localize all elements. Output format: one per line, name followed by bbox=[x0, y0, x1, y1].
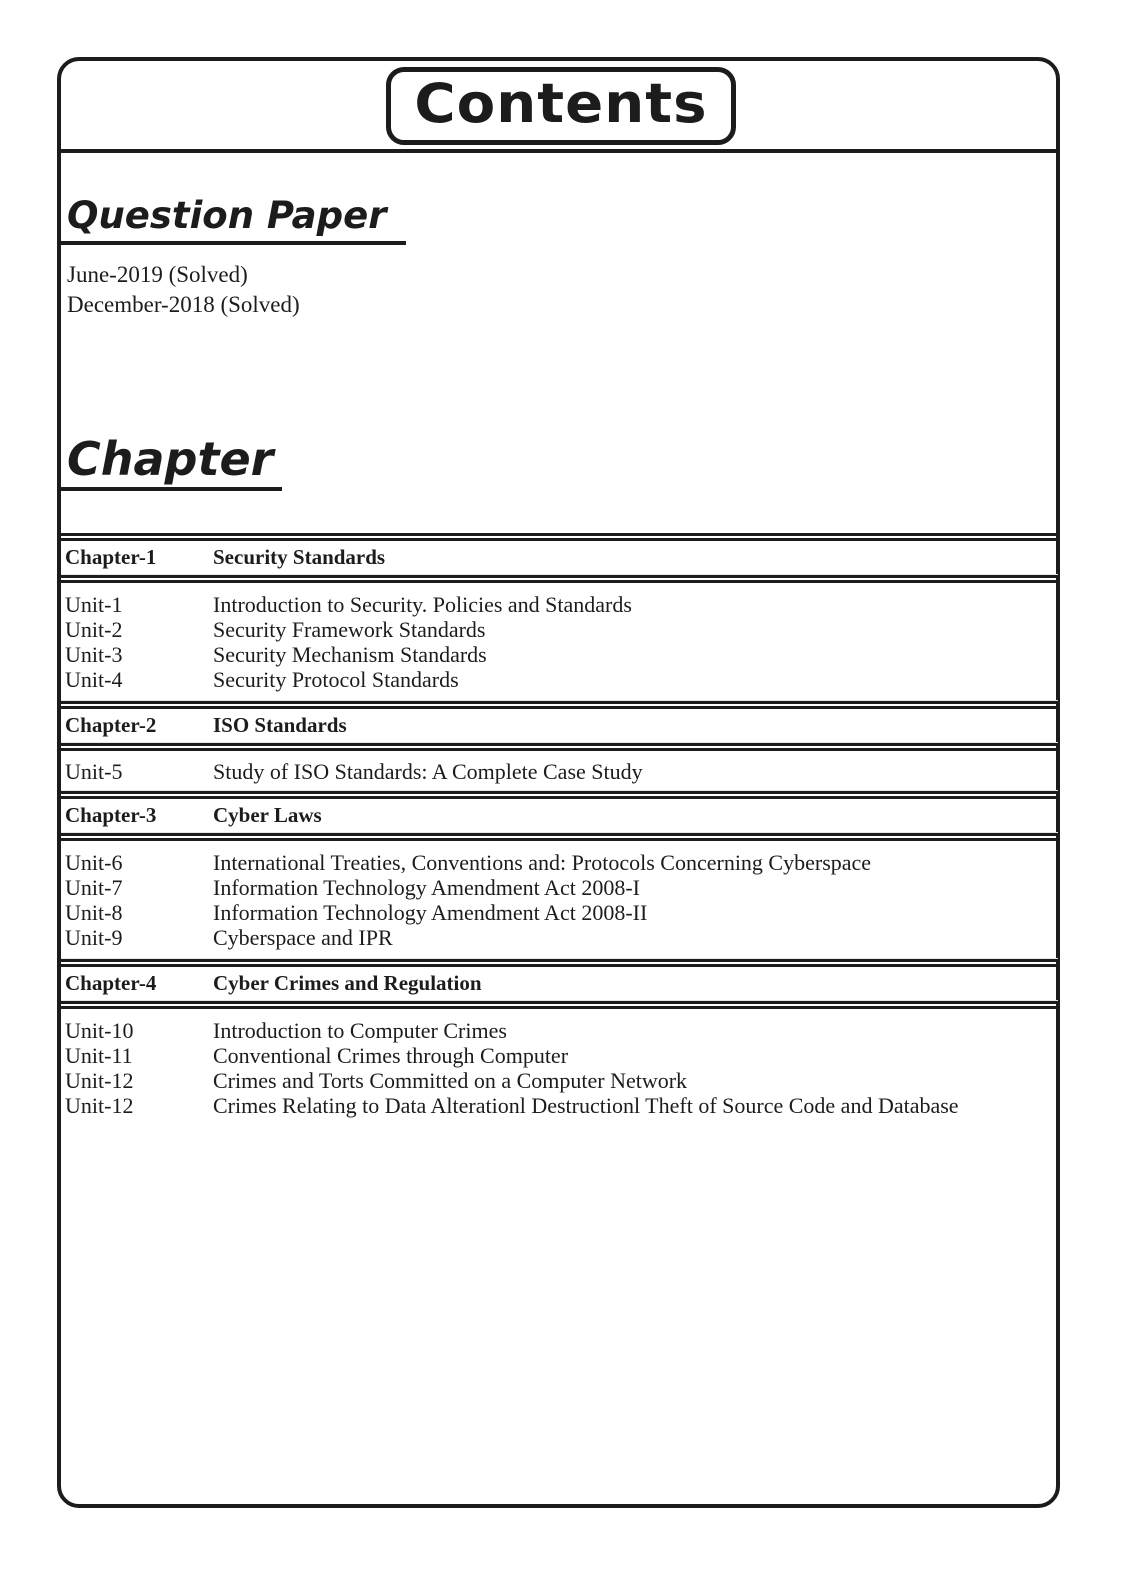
unit-row[interactable] bbox=[61, 617, 1058, 642]
unit-row[interactable] bbox=[61, 875, 1058, 900]
chapter-title: Cyber Crimes and Regulation bbox=[213, 971, 482, 995]
unit-number: Unit-5 bbox=[65, 759, 123, 784]
double-rule-divider bbox=[61, 791, 1058, 799]
unit-row[interactable] bbox=[61, 592, 1058, 617]
unit-number: Unit-9 bbox=[65, 925, 123, 950]
unit-number: Unit-1 bbox=[65, 592, 123, 617]
unit-title: Information Technology Amendment Act 2008-I bbox=[213, 875, 640, 900]
question-paper-heading: Question Paper bbox=[67, 194, 387, 237]
double-rule-divider bbox=[61, 533, 1058, 541]
chapter-row[interactable] bbox=[61, 709, 1058, 743]
double-rule-divider bbox=[61, 575, 1058, 583]
double-rule-divider bbox=[61, 833, 1058, 841]
unit-number: Unit-12 bbox=[65, 1068, 134, 1093]
unit-title: Cyberspace and IPR bbox=[213, 925, 393, 950]
table-of-contents bbox=[61, 533, 1058, 1126]
unit-number: Unit-4 bbox=[65, 667, 123, 692]
header-divider bbox=[57, 149, 1060, 153]
unit-number: Unit-11 bbox=[65, 1043, 133, 1068]
contents-title-badge bbox=[386, 67, 736, 145]
chapter-row[interactable] bbox=[61, 967, 1058, 1001]
unit-row[interactable] bbox=[61, 1043, 1058, 1068]
unit-title: International Treaties, Conventions and: Protocols Concerning Cyberspace bbox=[213, 850, 872, 875]
chapter-title: Cyber Laws bbox=[213, 803, 322, 827]
unit-title: Introduction to Computer Crimes bbox=[213, 1018, 507, 1043]
chapter-number: Chapter-2 bbox=[65, 713, 157, 737]
unit-title: Security Framework Standards bbox=[213, 617, 486, 642]
unit-title: Crimes Relating to Data Alterationl Destructionl Theft of Source Code and Database bbox=[213, 1093, 959, 1118]
unit-number: Unit-10 bbox=[65, 1018, 134, 1043]
unit-title: Introduction to Security. Policies and Standards bbox=[213, 592, 632, 617]
unit-row[interactable] bbox=[61, 759, 1058, 784]
chapter-number: Chapter-1 bbox=[65, 545, 157, 569]
question-paper-item[interactable]: June-2019 (Solved) bbox=[67, 262, 248, 287]
unit-title: Crimes and Torts Committed on a Computer Network bbox=[213, 1068, 688, 1093]
unit-number: Unit-2 bbox=[65, 617, 123, 642]
unit-number: Unit-6 bbox=[65, 850, 123, 875]
unit-number: Unit-7 bbox=[65, 875, 123, 900]
unit-title: Security Mechanism Standards bbox=[213, 642, 487, 667]
unit-number: Unit-8 bbox=[65, 900, 123, 925]
chapter-underline bbox=[61, 487, 282, 491]
chapter-number: Chapter-3 bbox=[65, 803, 157, 827]
chapter-row[interactable] bbox=[61, 799, 1058, 833]
unit-row[interactable] bbox=[61, 667, 1058, 692]
double-rule-divider bbox=[61, 701, 1058, 709]
double-rule-divider bbox=[61, 959, 1058, 967]
chapter-number: Chapter-4 bbox=[65, 971, 157, 995]
unit-row[interactable] bbox=[61, 850, 1058, 875]
unit-list bbox=[61, 841, 1058, 959]
unit-row[interactable] bbox=[61, 1093, 1058, 1118]
unit-title: Conventional Crimes through Computer bbox=[213, 1043, 569, 1068]
unit-row[interactable] bbox=[61, 925, 1058, 950]
unit-row[interactable] bbox=[61, 1068, 1058, 1093]
chapter-heading: Chapter bbox=[67, 432, 274, 486]
unit-title: Study of ISO Standards: A Complete Case Study bbox=[213, 759, 643, 784]
double-rule-divider bbox=[61, 1001, 1058, 1009]
chapter-title: Security Standards bbox=[213, 545, 386, 569]
unit-title: Information Technology Amendment Act 2008-II bbox=[213, 900, 648, 925]
question-paper-list bbox=[67, 260, 300, 320]
unit-list bbox=[61, 751, 1058, 791]
chapter-row[interactable] bbox=[61, 541, 1058, 575]
double-rule-divider bbox=[61, 743, 1058, 751]
unit-row[interactable] bbox=[61, 900, 1058, 925]
question-paper-underline bbox=[61, 241, 406, 245]
unit-number: Unit-3 bbox=[65, 642, 123, 667]
chapter-title: ISO Standards bbox=[213, 713, 347, 737]
unit-row[interactable] bbox=[61, 642, 1058, 667]
unit-list bbox=[61, 1009, 1058, 1126]
unit-row[interactable] bbox=[61, 1018, 1058, 1043]
page-title: Contents bbox=[414, 72, 708, 135]
unit-number: Unit-12 bbox=[65, 1093, 134, 1118]
question-paper-item[interactable]: December-2018 (Solved) bbox=[67, 292, 300, 317]
unit-list bbox=[61, 583, 1058, 701]
unit-title: Security Protocol Standards bbox=[213, 667, 459, 692]
